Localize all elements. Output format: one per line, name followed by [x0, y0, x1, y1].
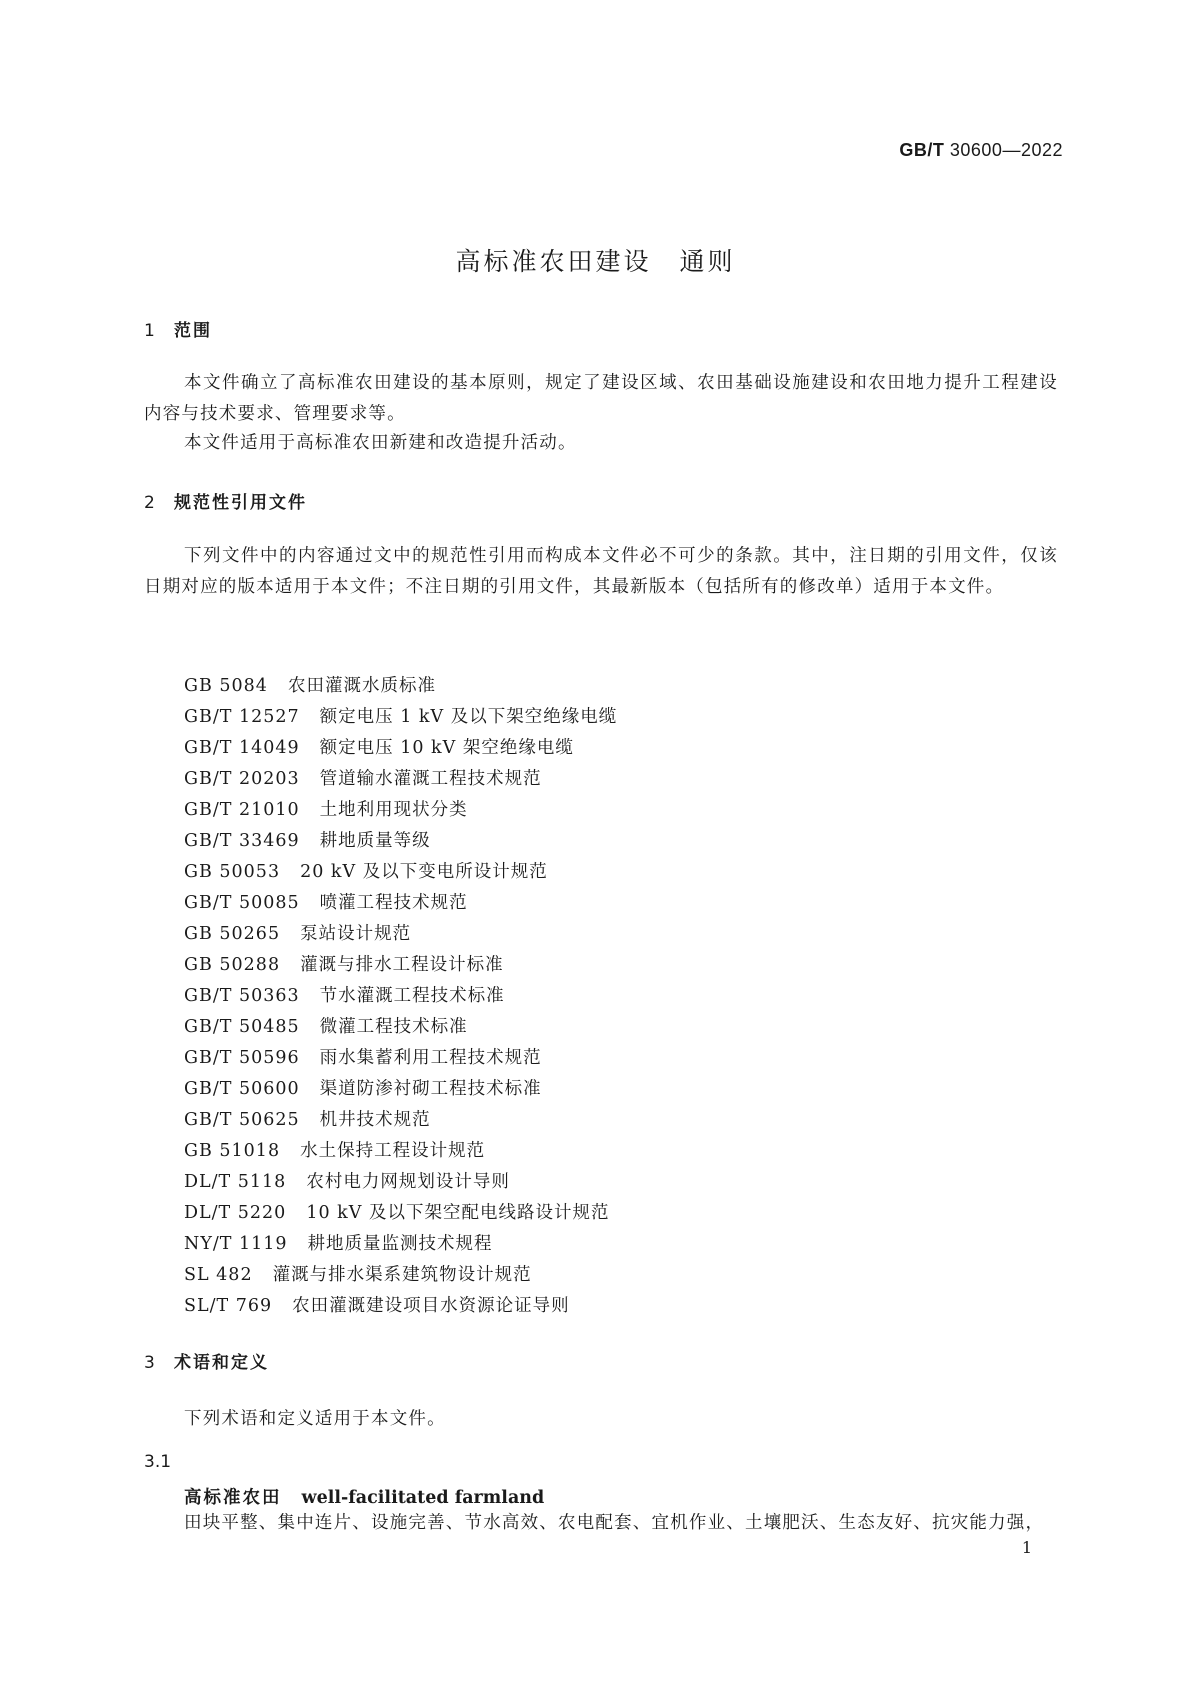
reference-title: 泵站设计规范 — [300, 924, 412, 944]
section-title: 范围 — [174, 321, 212, 341]
section-number: 3 — [144, 1353, 157, 1373]
reference-item — [184, 857, 617, 888]
reference-code: GB/T 50363 — [184, 986, 300, 1006]
reference-title: 微灌工程技术标准 — [319, 1017, 468, 1037]
reference-item — [184, 795, 617, 826]
section-number: 2 — [144, 493, 157, 513]
reference-code: SL 482 — [184, 1265, 253, 1285]
reference-title: 耕地质量等级 — [319, 831, 431, 851]
reference-code: DL/T 5118 — [184, 1172, 287, 1192]
term-chinese: 高标准农田 — [184, 1488, 282, 1508]
reference-code: GB 50265 — [184, 924, 281, 944]
reference-item — [184, 1291, 617, 1322]
reference-title: 额定电压 10 kV 架空绝缘电缆 — [319, 738, 574, 758]
reference-code: GB/T 50600 — [184, 1079, 300, 1099]
section-2-intro: 下列文件中的内容通过文中的规范性引用而构成本文件必不可少的条款。其中，注日期的引用文件，仅该日期对应的版本适用于本文件；不注日期的引用文件，其最新版本（包括所有的修改单）适用于本文件。 — [144, 546, 1058, 597]
reference-item — [184, 1043, 617, 1074]
document-title: 高标准农田建设 通则 — [455, 247, 736, 276]
reference-code: SL/T 769 — [184, 1296, 273, 1316]
section-1-heading — [144, 316, 212, 341]
reference-code: GB/T 14049 — [184, 738, 300, 758]
reference-title: 额定电压 1 kV 及以下架空绝缘电缆 — [319, 707, 618, 727]
reference-title: 管道输水灌溉工程技术规范 — [319, 769, 542, 789]
reference-item — [184, 1167, 617, 1198]
reference-title: 喷灌工程技术规范 — [319, 893, 468, 913]
page-number: 1 — [1021, 1538, 1032, 1557]
reference-code: GB 50288 — [184, 955, 281, 975]
section-3-heading — [144, 1348, 269, 1373]
reference-code: GB 5084 — [184, 676, 268, 696]
reference-item — [184, 981, 617, 1012]
term-english: well-facilitated farmland — [301, 1488, 545, 1508]
term-entry — [184, 1484, 544, 1509]
reference-item — [184, 1260, 617, 1291]
reference-title: 渠道防渗衬砌工程技术标准 — [319, 1079, 542, 1099]
reference-item — [184, 888, 617, 919]
reference-title: 农村电力网规划设计导则 — [306, 1172, 510, 1192]
reference-title: 农田灌溉水质标准 — [287, 676, 436, 696]
term-clause-number: 3.1 — [144, 1452, 172, 1472]
reference-code: GB/T 50596 — [184, 1048, 300, 1068]
reference-code: GB/T 12527 — [184, 707, 300, 727]
reference-item — [184, 1105, 617, 1136]
section-2-heading — [144, 488, 307, 513]
reference-item — [184, 919, 617, 950]
reference-item — [184, 1074, 617, 1105]
reference-code: GB 50053 — [184, 862, 281, 882]
reference-title: 农田灌溉建设项目水资源论证导则 — [292, 1296, 570, 1316]
reference-code: GB/T 50485 — [184, 1017, 300, 1037]
reference-title: 10 kV 及以下架空配电线路设计规范 — [306, 1203, 610, 1223]
reference-title: 节水灌溉工程技术标准 — [319, 986, 505, 1006]
section-3-intro: 下列术语和定义适用于本文件。 — [184, 1409, 446, 1429]
section-1-paragraph-2: 本文件适用于高标准农田新建和改造提升活动。 — [184, 433, 577, 453]
reference-item — [184, 702, 617, 733]
reference-item — [184, 733, 617, 764]
reference-code: GB/T 50085 — [184, 893, 300, 913]
reference-title: 灌溉与排水工程设计标准 — [300, 955, 504, 975]
document-code-number: 30600—2022 — [949, 140, 1063, 160]
reference-code: NY/T 1119 — [184, 1234, 288, 1254]
term-definition: 田块平整、集中连片、设施完善、节水高效、农电配套、宜机作业、土壤肥沃、生态友好、抗灾能力强， — [184, 1513, 1045, 1533]
reference-code: GB/T 50625 — [184, 1110, 300, 1130]
reference-code: DL/T 5220 — [184, 1203, 287, 1223]
reference-code: GB/T 20203 — [184, 769, 300, 789]
reference-item — [184, 1198, 617, 1229]
reference-title: 水土保持工程设计规范 — [300, 1141, 486, 1161]
reference-item — [184, 1136, 617, 1167]
reference-title: 耕地质量监测技术规程 — [307, 1234, 493, 1254]
reference-item — [184, 950, 617, 981]
section-title: 术语和定义 — [174, 1353, 269, 1373]
reference-item — [184, 671, 617, 702]
reference-title: 灌溉与排水渠系建筑物设计规范 — [272, 1265, 532, 1285]
reference-item — [184, 1012, 617, 1043]
document-code — [899, 140, 1063, 161]
reference-code: GB/T 33469 — [184, 831, 300, 851]
reference-item — [184, 1229, 617, 1260]
reference-title: 土地利用现状分类 — [319, 800, 468, 820]
reference-title: 20 kV 及以下变电所设计规范 — [300, 862, 548, 882]
reference-list — [184, 671, 617, 1322]
reference-code: GB 51018 — [184, 1141, 281, 1161]
section-1-paragraph-1: 本文件确立了高标准农田建设的基本原则，规定了建设区域、农田基础设施建设和农田地力提升工程建设内容与技术要求、管理要求等。 — [144, 373, 1058, 424]
reference-title: 机井技术规范 — [319, 1110, 431, 1130]
reference-item — [184, 764, 617, 795]
reference-code: GB/T 21010 — [184, 800, 300, 820]
document-code-prefix: GB/T — [899, 140, 945, 160]
reference-title: 雨水集蓄利用工程技术规范 — [319, 1048, 542, 1068]
section-number: 1 — [144, 321, 157, 341]
reference-item — [184, 826, 617, 857]
section-title: 规范性引用文件 — [174, 493, 307, 513]
